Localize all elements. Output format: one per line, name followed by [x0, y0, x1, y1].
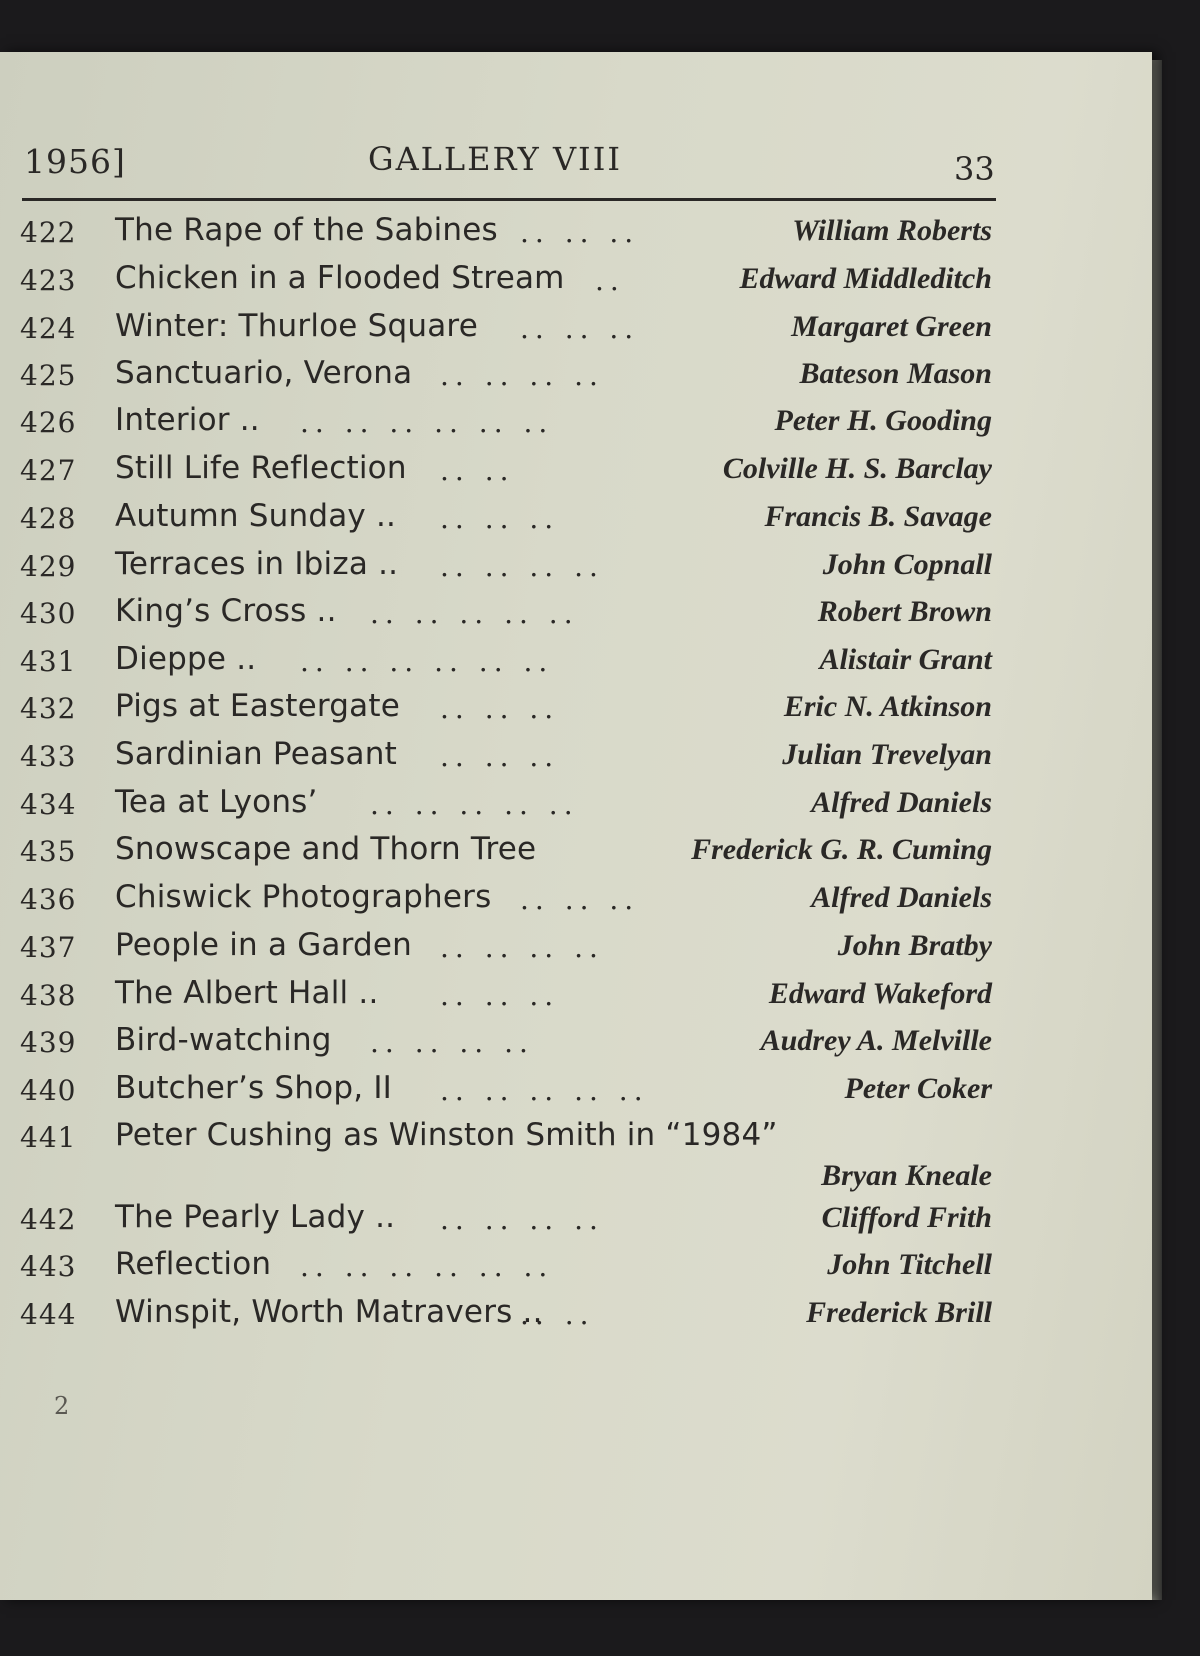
entry-title: People in a Garden [115, 927, 413, 963]
entry-artist: Colville H. S. Barclay [722, 452, 992, 485]
entry-artist: John Bratby [837, 929, 992, 962]
entry-title: Sanctuario, Verona [115, 355, 413, 391]
leader-dots: .. .. [520, 1298, 595, 1331]
entry-title: Butcher’s Shop, II [115, 1070, 392, 1106]
entry-number: 431 [20, 645, 77, 678]
catalogue-entry [0, 1197, 1152, 1247]
catalogue-entry [0, 1020, 1152, 1070]
leader-dots: .. .. .. .. .. .. [300, 406, 554, 439]
entry-title: Interior .. [115, 402, 260, 438]
entry-title: Tea at Lyons’ [115, 784, 318, 820]
catalogue-entry [0, 1068, 1152, 1118]
entry-artist: Julian Trevelyan [782, 738, 992, 771]
entry-title: Chiswick Photographers [115, 879, 492, 915]
entry-artist: Peter Coker [844, 1072, 992, 1105]
entry-number: 435 [20, 835, 77, 868]
entry-artist: Eric N. Atkinson [783, 690, 992, 723]
entry-artist: Frederick G. R. Cuming [691, 833, 992, 866]
entry-number: 422 [20, 216, 77, 249]
entry-artist: Edward Wakeford [768, 977, 992, 1010]
entry-artist: Audrey A. Melville [760, 1024, 992, 1057]
catalogue-entry [0, 1244, 1152, 1294]
entry-number: 443 [20, 1250, 77, 1283]
entry-artist: Margaret Green [791, 310, 992, 343]
entry-title: Autumn Sunday .. [115, 498, 397, 534]
entry-title: Peter Cushing as Winston Smith in “1984” [115, 1117, 778, 1153]
entry-number: 426 [20, 406, 77, 439]
entry-artist: Bateson Mason [799, 357, 992, 390]
catalogue-entry [0, 686, 1152, 736]
catalogue-entry [0, 400, 1152, 450]
header-rule [22, 198, 996, 201]
catalogue-entry [0, 1292, 1152, 1342]
entry-title: Dieppe .. [115, 641, 257, 677]
catalogue-entry [0, 734, 1152, 784]
catalogue-entry [0, 258, 1152, 308]
entry-artist: Frederick Brill [806, 1296, 992, 1329]
leader-dots: .. .. .. [520, 216, 640, 249]
catalogue-entry [0, 306, 1152, 356]
entry-number: 440 [20, 1074, 77, 1107]
running-head-title: GALLERY VIII [368, 140, 622, 178]
entry-number: 441 [20, 1121, 77, 1154]
entry-number: 436 [20, 883, 77, 916]
catalogue-entry [0, 544, 1152, 594]
entry-title: Sardinian Peasant [115, 736, 397, 772]
entry-artist: Alistair Grant [819, 643, 992, 676]
leader-dots: .. .. .. .. .. .. [300, 645, 554, 678]
catalogue-entry [0, 353, 1152, 403]
catalogue-entry [0, 1115, 1152, 1192]
entry-title: Reflection [115, 1246, 272, 1282]
leader-dots: .. .. [440, 454, 515, 487]
page-number: 33 [954, 150, 995, 188]
entry-number: 433 [20, 740, 77, 773]
entry-title: Bird-watching [115, 1022, 332, 1058]
entry-number: 444 [20, 1298, 77, 1331]
entry-artist: Clifford Frith [821, 1201, 992, 1234]
catalogue-entry [0, 973, 1152, 1023]
leader-dots: .. .. .. .. [440, 359, 604, 392]
entry-number: 437 [20, 931, 77, 964]
leader-dots: .. .. .. .. .. [440, 1074, 649, 1107]
entry-number: 439 [20, 1026, 77, 1059]
entry-title: The Pearly Lady .. [115, 1199, 396, 1235]
entry-title: King’s Cross .. [115, 593, 337, 629]
entry-number: 423 [20, 264, 77, 297]
leader-dots: .. .. .. .. .. [370, 597, 579, 630]
entry-number: 434 [20, 788, 77, 821]
leader-dots: .. .. .. .. [440, 931, 604, 964]
printer-signature-mark: 2 [54, 1392, 70, 1420]
leader-dots: .. .. .. [440, 502, 560, 535]
leader-dots: .. .. .. .. [440, 550, 604, 583]
entry-title: The Albert Hall .. [115, 975, 379, 1011]
entry-title: Chicken in a Flooded Stream [115, 260, 565, 296]
entry-artist: Robert Brown [817, 595, 992, 628]
entry-title: Winter: Thurloe Square [115, 308, 478, 344]
catalogue-entry [0, 782, 1152, 832]
entry-number: 438 [20, 979, 77, 1012]
entry-title: Still Life Reflection [115, 450, 407, 486]
entry-number: 432 [20, 692, 77, 725]
catalogue-page [0, 52, 1152, 1600]
entry-title: Snowscape and Thorn Tree [115, 831, 537, 867]
entry-artist: Francis B. Savage [764, 500, 992, 533]
entry-title: Pigs at Eastergate [115, 688, 400, 724]
leader-dots: .. .. .. .. .. [370, 788, 579, 821]
leader-dots: .. .. .. [440, 979, 560, 1012]
entry-title: The Rape of the Sabines [115, 212, 498, 248]
entry-number: 424 [20, 312, 77, 345]
leader-dots: .. [595, 264, 625, 297]
entry-number: 428 [20, 502, 77, 535]
leader-dots: .. .. .. [520, 312, 640, 345]
entry-number: 425 [20, 359, 77, 392]
entry-artist: Alfred Daniels [811, 786, 992, 819]
entry-artist: William Roberts [792, 214, 992, 247]
leader-dots: .. .. .. [440, 692, 560, 725]
entry-number: 427 [20, 454, 77, 487]
entry-title: Winspit, Worth Matravers .. [115, 1294, 543, 1330]
leader-dots: .. .. .. [440, 740, 560, 773]
catalogue-entry [0, 877, 1152, 927]
running-head-year: 1956] [24, 142, 126, 181]
entry-artist: John Copnall [822, 548, 992, 581]
catalogue-entry [0, 210, 1152, 260]
leader-dots: .. .. .. .. .. .. [300, 1250, 554, 1283]
entry-title: Terraces in Ibiza .. [115, 546, 399, 582]
leader-dots: .. .. .. .. [440, 1203, 604, 1236]
entry-number: 442 [20, 1203, 77, 1236]
catalogue-entry [0, 639, 1152, 689]
entry-artist: Edward Middleditch [739, 262, 992, 295]
entry-artist: Alfred Daniels [811, 881, 992, 914]
catalogue-entry [0, 925, 1152, 975]
entry-artist: John Titchell [827, 1248, 992, 1281]
leader-dots: .. .. .. [520, 883, 640, 916]
entry-artist: Bryan Kneale [821, 1159, 992, 1192]
catalogue-entry [0, 448, 1152, 498]
leader-dots: .. .. .. .. [370, 1026, 534, 1059]
catalogue-entry [0, 496, 1152, 546]
entry-number: 429 [20, 550, 77, 583]
catalogue-entry [0, 591, 1152, 641]
entry-number: 430 [20, 597, 77, 630]
entry-artist: Peter H. Gooding [774, 404, 992, 437]
page-edge [1152, 60, 1162, 1600]
catalogue-entry [0, 829, 1152, 879]
